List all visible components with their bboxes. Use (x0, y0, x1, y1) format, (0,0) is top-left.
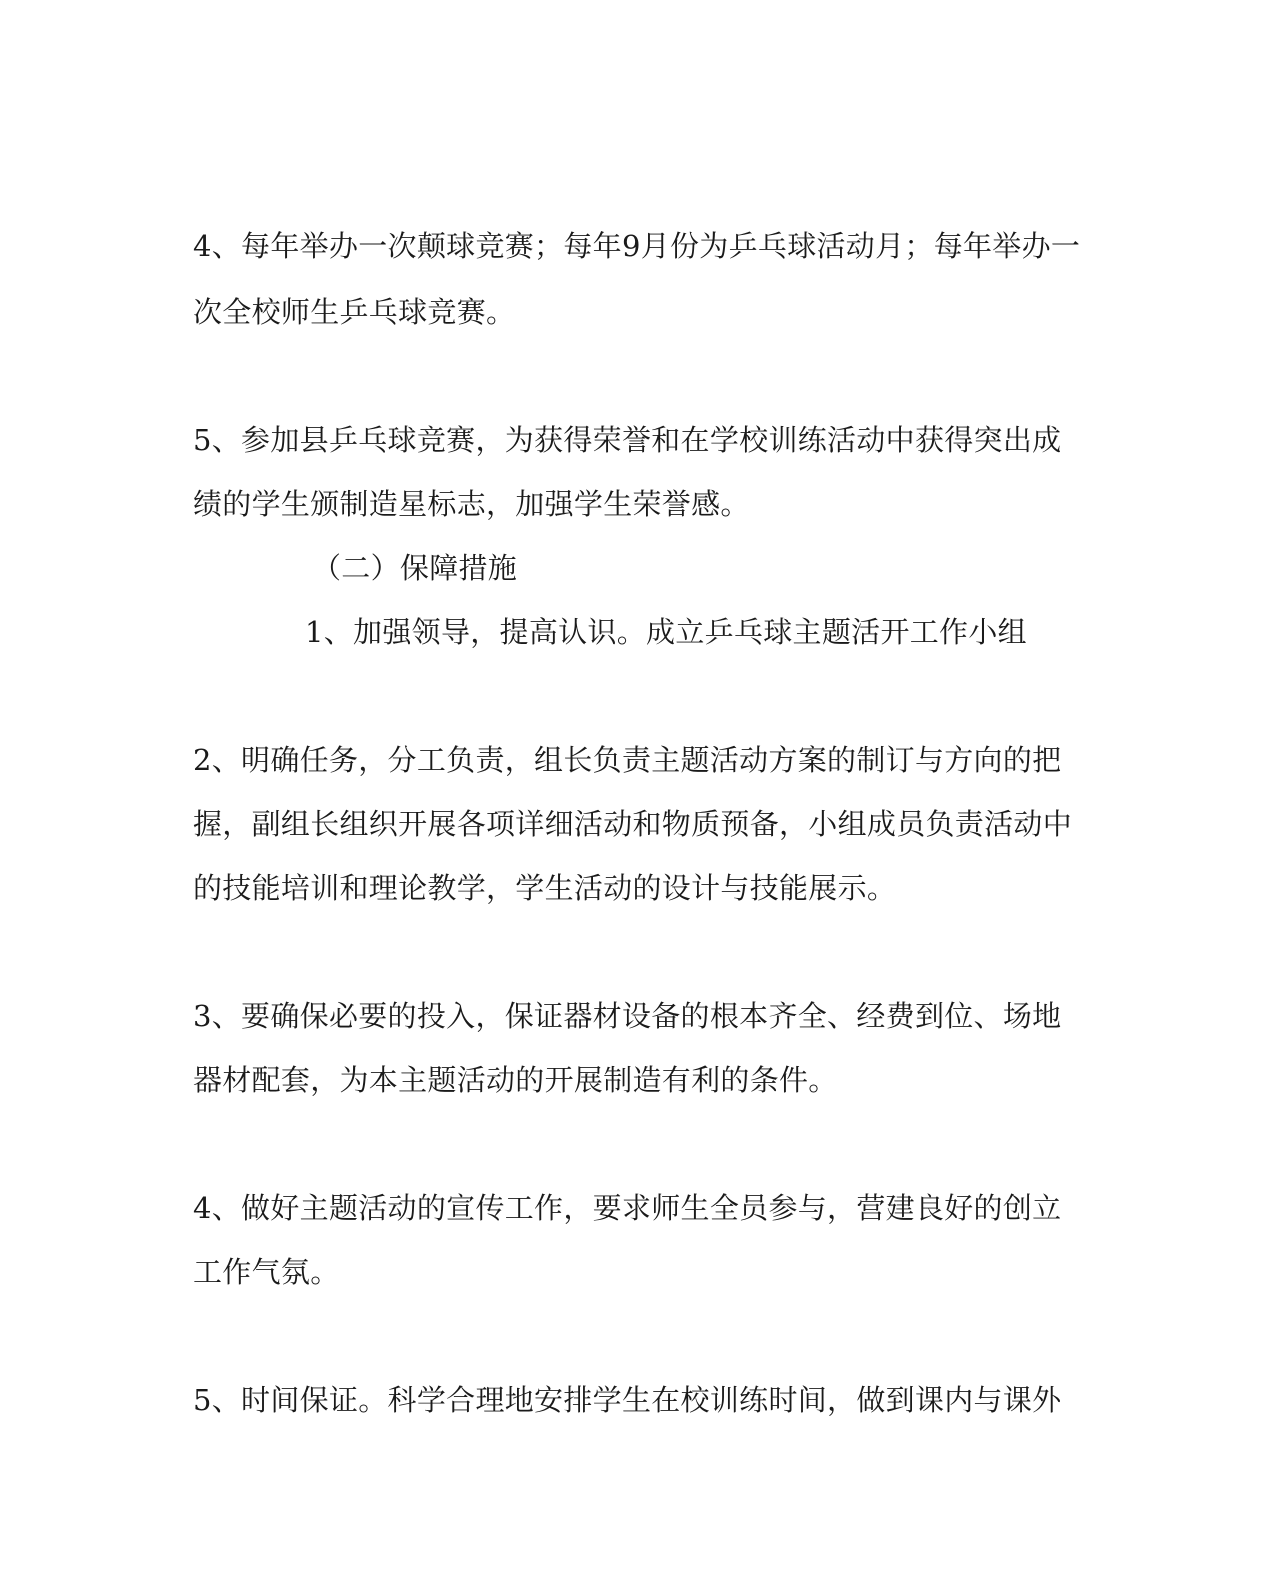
measure-4-line-1: 4、做好主题活动的宣传工作，要求师生全员参与，营建良好的创立 (193, 1191, 1062, 1225)
measure-5-line-1: 5、时间保证。科学合理地安排学生在校训练时间，做到课内与课外 (193, 1383, 1062, 1417)
section-heading: （二）保障措施 (312, 551, 518, 585)
measure-2-line-1: 2、明确任务，分工负责，组长负责主题活动方案的制订与方向的把 (193, 743, 1062, 777)
item-5-top-line-1: 5、参加县乒乓球竞赛，为获得荣誉和在学校训练活动中获得突出成 (193, 423, 1062, 457)
measure-3-line-1: 3、要确保必要的投入，保证器材设备的根本齐全、经费到位、场地 (193, 999, 1062, 1033)
item-4-top-line-1: 4、每年举办一次颠球竞赛；每年9月份为乒乓球活动月；每年举办一 (193, 229, 1081, 263)
measure-2-line-3: 的技能培训和理论教学，学生活动的设计与技能展示。 (193, 871, 897, 905)
measure-3-line-2: 器材配套，为本主题活动的开展制造有利的条件。 (193, 1063, 838, 1097)
item-4-top-line-2: 次全校师生乒乓球竞赛。 (193, 295, 516, 329)
measure-4-line-2: 工作气氛。 (193, 1255, 340, 1289)
measure-1: 1、加强领导，提高认识。成立乒乓球主题活开工作小组 (305, 615, 1027, 649)
measure-2-line-2: 握，副组长组织开展各项详细活动和物质预备，小组成员负责活动中 (193, 807, 1073, 841)
item-5-top-line-2: 绩的学生颁制造星标志，加强学生荣誉感。 (193, 487, 750, 521)
